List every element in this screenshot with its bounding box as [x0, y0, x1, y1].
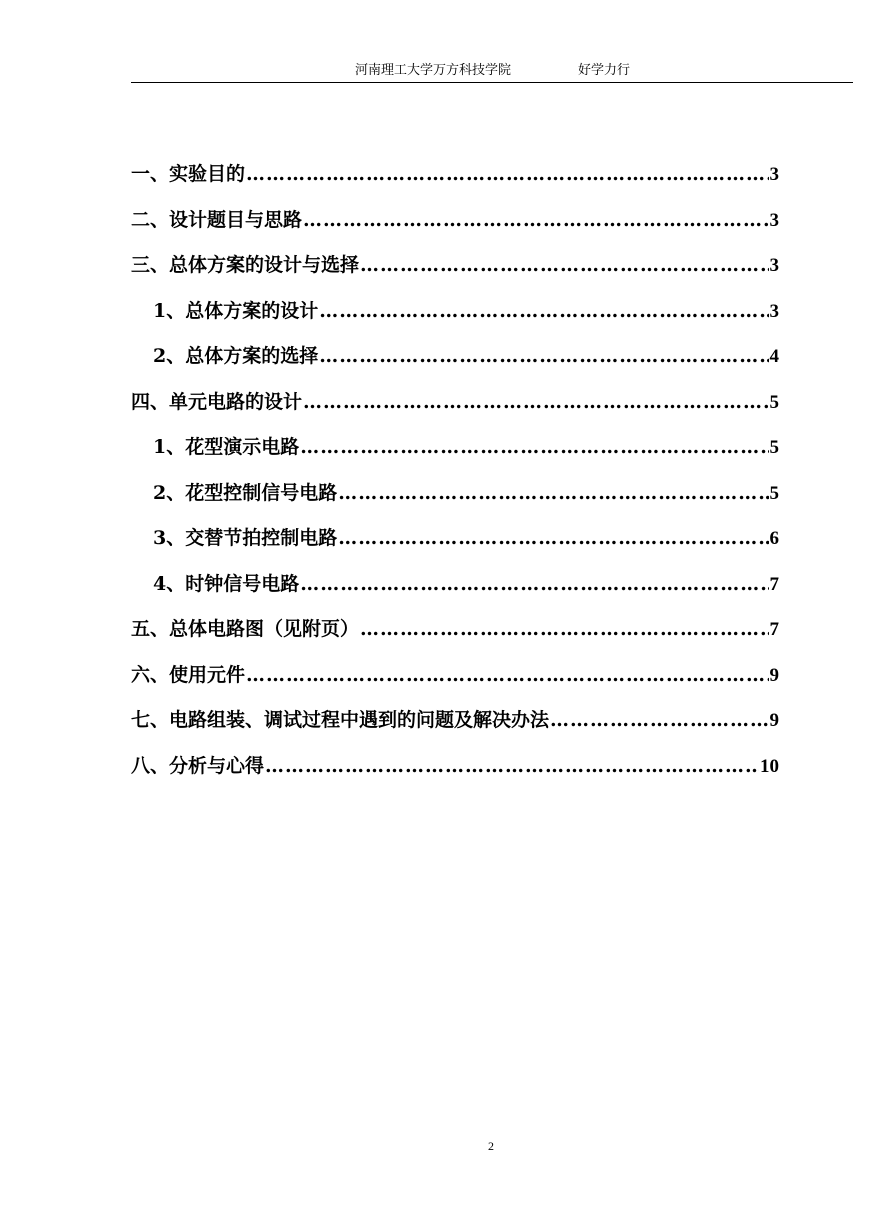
page-header: [131, 62, 853, 83]
toc-entry-title: 2、总体方案的选择: [153, 345, 319, 367]
toc-leader-dots: [246, 160, 768, 188]
toc-leader-dots: [550, 706, 768, 734]
toc-entry[interactable]: [131, 615, 779, 661]
toc-entry-page: 3: [769, 300, 779, 322]
toc-entry-page: 5: [769, 482, 779, 504]
toc-subentry[interactable]: [131, 479, 779, 525]
toc-entry-page: 4: [769, 346, 779, 367]
toc-subentry[interactable]: [131, 297, 779, 343]
toc-entry-title: 1、总体方案的设计: [153, 299, 319, 322]
header-school-name: 河南理工大学万方科技学院: [355, 63, 512, 78]
toc-leader-dots: [300, 433, 768, 461]
toc-leader-dots: [265, 752, 759, 780]
page-number: 2: [488, 1139, 494, 1153]
toc-entry-page: 3: [769, 164, 779, 185]
toc-entry[interactable]: [131, 206, 779, 252]
toc-entry-page: 3: [769, 255, 779, 276]
toc-entry[interactable]: [131, 661, 779, 707]
toc-entry[interactable]: [131, 251, 779, 297]
toc-subentry[interactable]: [131, 524, 779, 570]
toc-subentry[interactable]: [131, 342, 779, 388]
toc-entry-title: 1、花型演示电路: [153, 436, 300, 458]
toc-entry-page: 7: [769, 619, 779, 640]
toc-leader-dots: [360, 251, 768, 279]
toc-leader-dots: [360, 615, 768, 643]
toc-leader-dots: [303, 206, 768, 234]
toc-leader-dots: [319, 297, 768, 325]
toc-entry-title: 六、使用元件: [131, 663, 246, 686]
toc-entry[interactable]: [131, 706, 779, 752]
toc-leader-dots: [300, 570, 768, 598]
toc-subentry[interactable]: [131, 570, 779, 616]
toc-entry-title: 三、总体方案的设计与选择: [131, 254, 360, 276]
toc-entry-page: 5: [769, 437, 779, 458]
toc-entry-page: 9: [769, 710, 779, 731]
toc-subentry[interactable]: [131, 433, 779, 479]
toc-entry-page: 5: [769, 391, 779, 413]
toc-entry-title: 4、时钟信号电路: [153, 572, 300, 595]
toc-entry[interactable]: [131, 752, 779, 798]
toc-leader-dots: [338, 524, 768, 552]
toc-leader-dots: [319, 342, 768, 370]
toc-entry-title: 二、设计题目与思路: [131, 208, 303, 231]
toc-entry-title: 五、总体电路图（见附页）: [131, 618, 360, 640]
toc-entry-title: 四、单元电路的设计: [131, 390, 303, 413]
toc-entry-title: 2、花型控制信号电路: [153, 481, 338, 504]
toc-entry-page: 10: [760, 755, 779, 777]
toc-leader-dots: [246, 661, 768, 689]
toc-leader-dots: [303, 388, 768, 416]
toc-entry-title: 八、分析与心得: [131, 754, 265, 777]
header-motto: 好学力行: [578, 63, 631, 78]
toc-entry-page: 9: [769, 664, 779, 686]
toc-entry-title: 一、实验目的: [131, 163, 246, 185]
toc-entry[interactable]: [131, 160, 779, 206]
toc-entry[interactable]: [131, 388, 779, 434]
toc-entry-page: 3: [769, 209, 779, 231]
toc-entry-title: 3、交替节拍控制电路: [153, 527, 338, 549]
toc-entry-page: 7: [769, 573, 779, 595]
table-of-contents: [131, 160, 779, 797]
toc-entry-title: 七、电路组装、调试过程中遇到的问题及解决办法: [131, 709, 550, 731]
toc-entry-page: 6: [769, 528, 779, 549]
toc-leader-dots: [338, 479, 768, 507]
